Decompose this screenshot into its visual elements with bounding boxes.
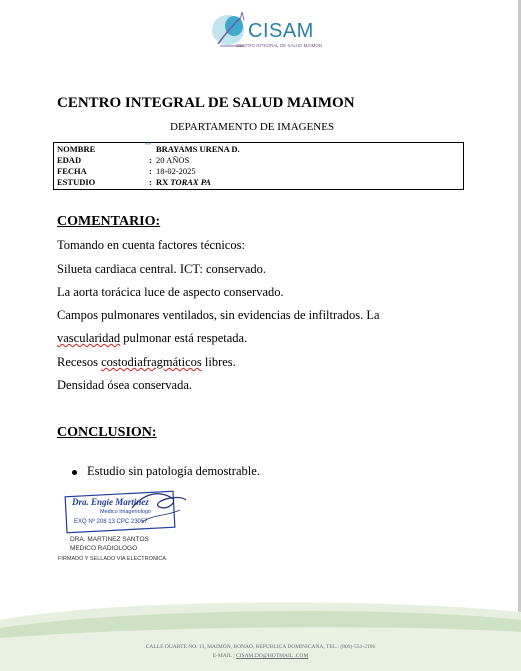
edad-value: 20 AÑOS <box>156 155 190 165</box>
estudio-type: TORAX PA <box>170 177 211 187</box>
comment-line-5-rest: pulmonar está respetada. <box>120 331 248 345</box>
estudio-colon: : <box>149 177 152 187</box>
stamp-license: EXQ Nº 208 13 CPC 23057 <box>74 519 148 525</box>
edad-colon: : <box>149 155 152 165</box>
footer-email-line <box>0 653 521 659</box>
patient-info-box <box>53 142 464 190</box>
estudio-prefix: RX <box>156 177 169 187</box>
comment-line-2: Silueta cardiaca central. ICT: conservado. <box>57 262 267 276</box>
estudio-value <box>156 177 211 187</box>
department-title: DEPARTAMENTO DE IMAGENES <box>170 121 335 133</box>
conclusion-heading: CONCLUSION: <box>57 425 157 440</box>
comment-line-7: Densidad ósea conservada. <box>57 378 193 392</box>
signer-name: DRA. MARTINEZ SANTOS <box>70 536 149 543</box>
edad-label: EDAD <box>57 155 82 165</box>
fecha-value: 18-02-2025 <box>156 166 196 176</box>
misspelled-word: costodiafragmáticos <box>101 355 202 369</box>
comment-line-6 <box>57 355 236 370</box>
spellcheck-mark: ⁿᵘⁿ <box>145 142 151 148</box>
fecha-colon: : <box>149 166 152 176</box>
signer-title: MEDICO RADIOLOGO <box>70 545 138 552</box>
conclusion-text: Estudio sin patología demostrable. <box>87 464 260 478</box>
misspelled-word: vascularidad <box>57 331 121 345</box>
comment-line-6-a: Recesos <box>57 355 102 369</box>
nombre-label: NOMBRE <box>57 144 96 154</box>
footer-address: CALLE DUARTE NO. 13, MAIMÓN, BONAO, REPUBLICA DOMINICANA, TEL.: (809)-551-2196 <box>145 644 376 650</box>
footer-wave <box>0 598 521 671</box>
estudio-label: ESTUDIO <box>57 177 96 187</box>
comentario-heading: COMENTARIO: <box>57 214 161 229</box>
comment-line-6-c: libres. <box>201 355 236 369</box>
footer-email-link[interactable]: CISAM.DO@HOTMAIL .COM <box>236 653 309 659</box>
comment-line-3: La aorta torácica luce de aspecto conservado. <box>57 285 284 299</box>
signature-note: FIRMADO Y SELLADO VIA ELECTRONICA <box>58 556 166 562</box>
logo-text: CISAM <box>248 20 314 42</box>
bullet-icon <box>72 470 77 475</box>
logo-subtitle: CENTRO INTEGRAL DE SALUD MAIMON <box>236 43 323 48</box>
comment-line-5 <box>57 331 247 346</box>
comment-line-4: Campos pulmonares ventilados, sin evidencias de infiltrados. La <box>57 308 380 322</box>
comment-line-1: Tomando en cuenta factores técnicos: <box>57 238 245 252</box>
signature-stamp <box>62 488 192 534</box>
stamp-doctor-name: Dra. Engie Martinez <box>72 497 149 507</box>
nombre-value: BRAYAMS URENA D. <box>156 144 240 154</box>
stamp-role: Medico Imagenologo <box>100 509 152 515</box>
footer-email-label: E-MAIL : <box>212 653 237 659</box>
org-title: CENTRO INTEGRAL DE SALUD MAIMON <box>57 95 355 111</box>
cisam-logo <box>200 10 330 54</box>
fecha-label: FECHA <box>57 166 87 176</box>
